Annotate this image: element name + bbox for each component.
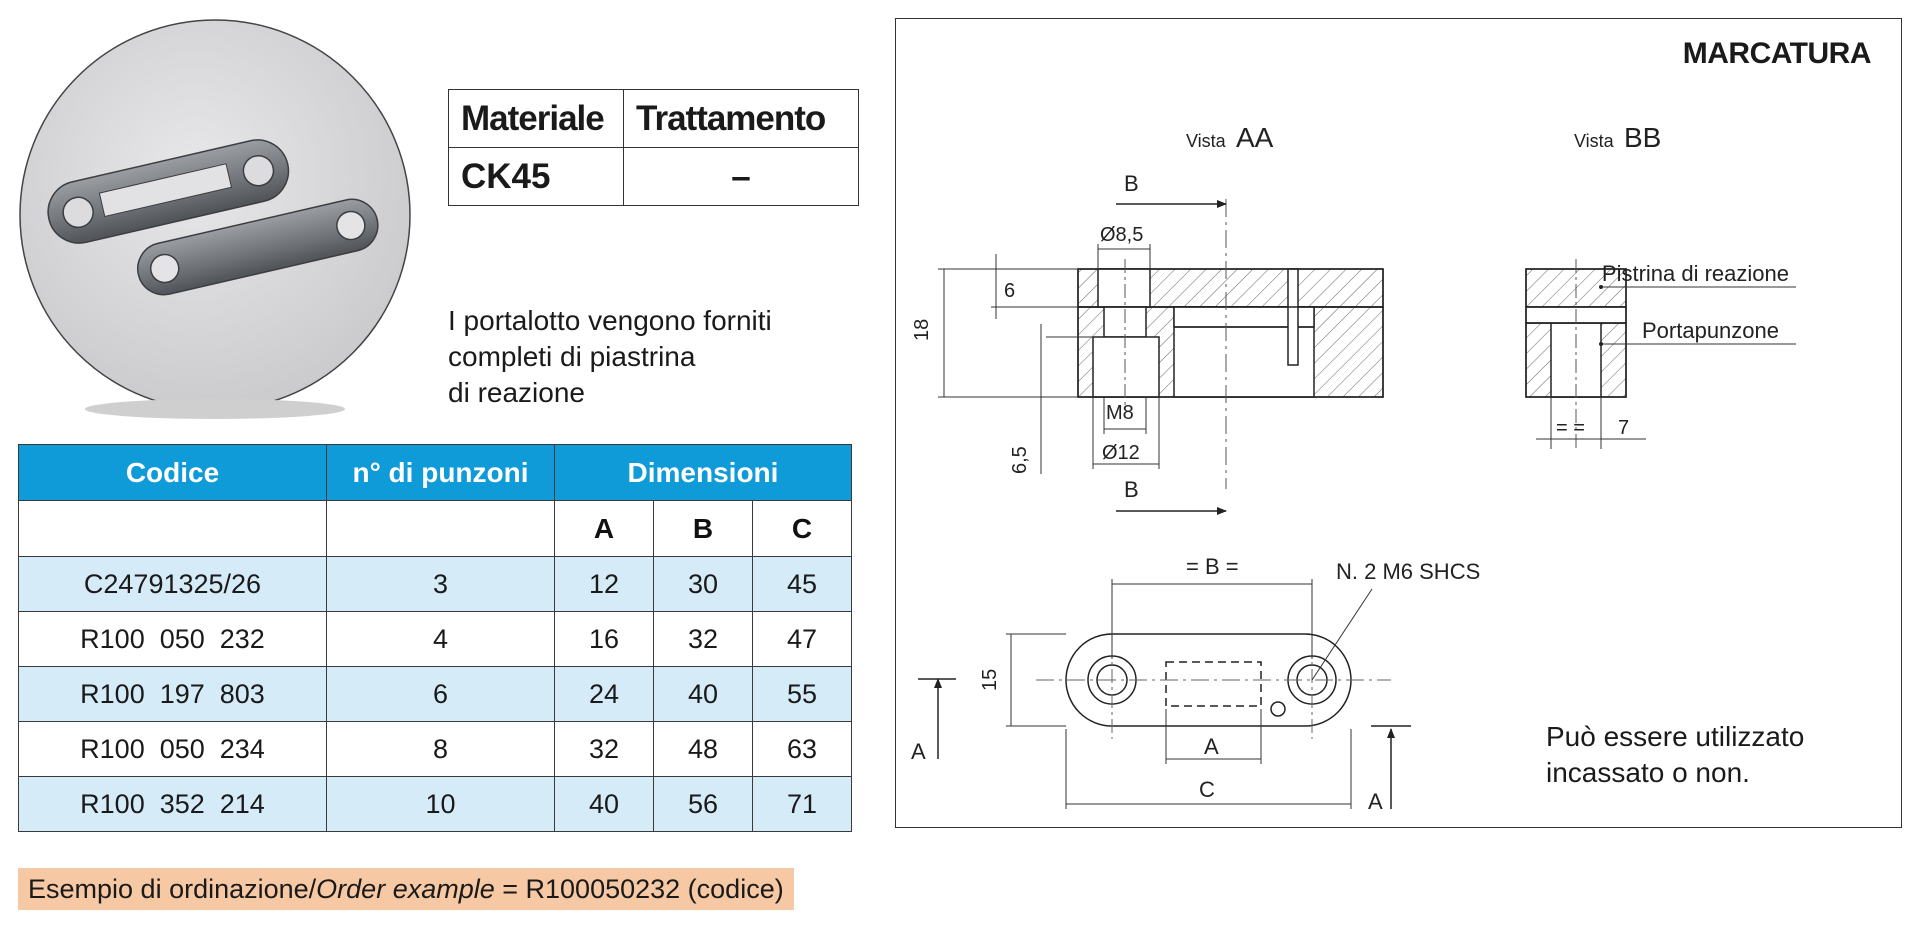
dim-a: A [1204, 734, 1219, 759]
dim-eq: = = [1556, 417, 1585, 439]
cell-a: 16 [555, 612, 654, 667]
a-section-label-left: A [911, 739, 926, 764]
cell-c: 55 [753, 667, 852, 722]
dim-6: 6 [1004, 280, 1016, 302]
dim-18: 18 [911, 318, 933, 341]
table-row [19, 612, 852, 667]
col-codice: Codice [19, 445, 327, 501]
cell-a: 40 [555, 777, 654, 832]
cell-a: 24 [555, 667, 654, 722]
order-example-prefix: Esempio di ordinazione/ [28, 874, 317, 904]
a-section-label-right: A [1368, 789, 1383, 814]
marcatura-label: MARCATURA [1682, 37, 1871, 70]
table-row [19, 777, 852, 832]
cell-punzoni: 10 [327, 777, 555, 832]
material-table [448, 89, 859, 206]
product-photo [18, 18, 413, 413]
col-codice-sub [19, 501, 327, 557]
cell-c: 71 [753, 777, 852, 832]
cell-codice: R100 050 232 [19, 612, 327, 667]
col-punzoni-sub [327, 501, 555, 557]
usage-note: Può essere utilizzato incassato o non. [1546, 721, 1805, 788]
vista-bb-label: BB [1624, 122, 1662, 153]
cell-punzoni: 4 [327, 612, 555, 667]
dim-c: C [1199, 777, 1215, 802]
table-row [19, 722, 852, 777]
dim-d12: Ø12 [1102, 442, 1140, 464]
cell-b: 48 [654, 722, 753, 777]
vista-aa-label: AA [1236, 122, 1274, 153]
technical-drawing [895, 18, 1902, 828]
cell-a: 12 [555, 557, 654, 612]
cell-c: 63 [753, 722, 852, 777]
cell-codice: R100 197 803 [19, 667, 327, 722]
screw-note: N. 2 M6 SHCS [1336, 559, 1481, 584]
supply-note: I portalotto vengono forniti completi di piastrina di reazione [448, 305, 772, 408]
treatment-header: Trattamento [624, 90, 859, 148]
col-a: A [555, 501, 654, 557]
cell-punzoni: 8 [327, 722, 555, 777]
cell-a: 32 [555, 722, 654, 777]
col-dimensioni: Dimensioni [555, 445, 852, 501]
photo-shadow [80, 395, 350, 425]
cell-b: 56 [654, 777, 753, 832]
b-section-label-bottom: B [1124, 477, 1139, 502]
dim-d85: Ø8,5 [1100, 224, 1144, 246]
dim-65: 6,5 [1009, 446, 1031, 474]
label-pistrina: Pistrina di reazione [1601, 261, 1789, 286]
dim-15: 15 [979, 668, 1001, 691]
material-header: Materiale [449, 90, 624, 148]
cell-b: 32 [654, 612, 753, 667]
cell-punzoni: 3 [327, 557, 555, 612]
material-value: CK45 [449, 148, 624, 206]
cell-c: 47 [753, 612, 852, 667]
label-portapunzone: Portapunzone [1642, 318, 1779, 343]
vista-bb-prefix: Vista [1574, 131, 1614, 151]
b-section-label-top: B [1124, 171, 1139, 196]
dim-eq-b: = B = [1186, 554, 1239, 579]
order-example [18, 868, 794, 910]
dim-7: 7 [1618, 417, 1630, 439]
cell-b: 30 [654, 557, 753, 612]
cell-b: 40 [654, 667, 753, 722]
order-example-italic: Order example [316, 874, 495, 904]
codes-table [18, 444, 852, 832]
section-aa-view [1078, 269, 1383, 397]
cell-punzoni: 6 [327, 667, 555, 722]
dim-m8: M8 [1106, 402, 1134, 424]
treatment-value: – [624, 148, 859, 206]
col-b: B [654, 501, 753, 557]
vista-aa-prefix: Vista [1186, 131, 1226, 151]
order-example-suffix: = R100050232 (codice) [494, 874, 784, 904]
cell-codice: R100 352 214 [19, 777, 327, 832]
cell-c: 45 [753, 557, 852, 612]
col-punzoni: n° di punzoni [327, 445, 555, 501]
table-row [19, 557, 852, 612]
cell-codice: C24791325/26 [19, 557, 327, 612]
table-row [19, 667, 852, 722]
cell-codice: R100 050 234 [19, 722, 327, 777]
col-c: C [753, 501, 852, 557]
drawing-canvas [896, 19, 1901, 827]
